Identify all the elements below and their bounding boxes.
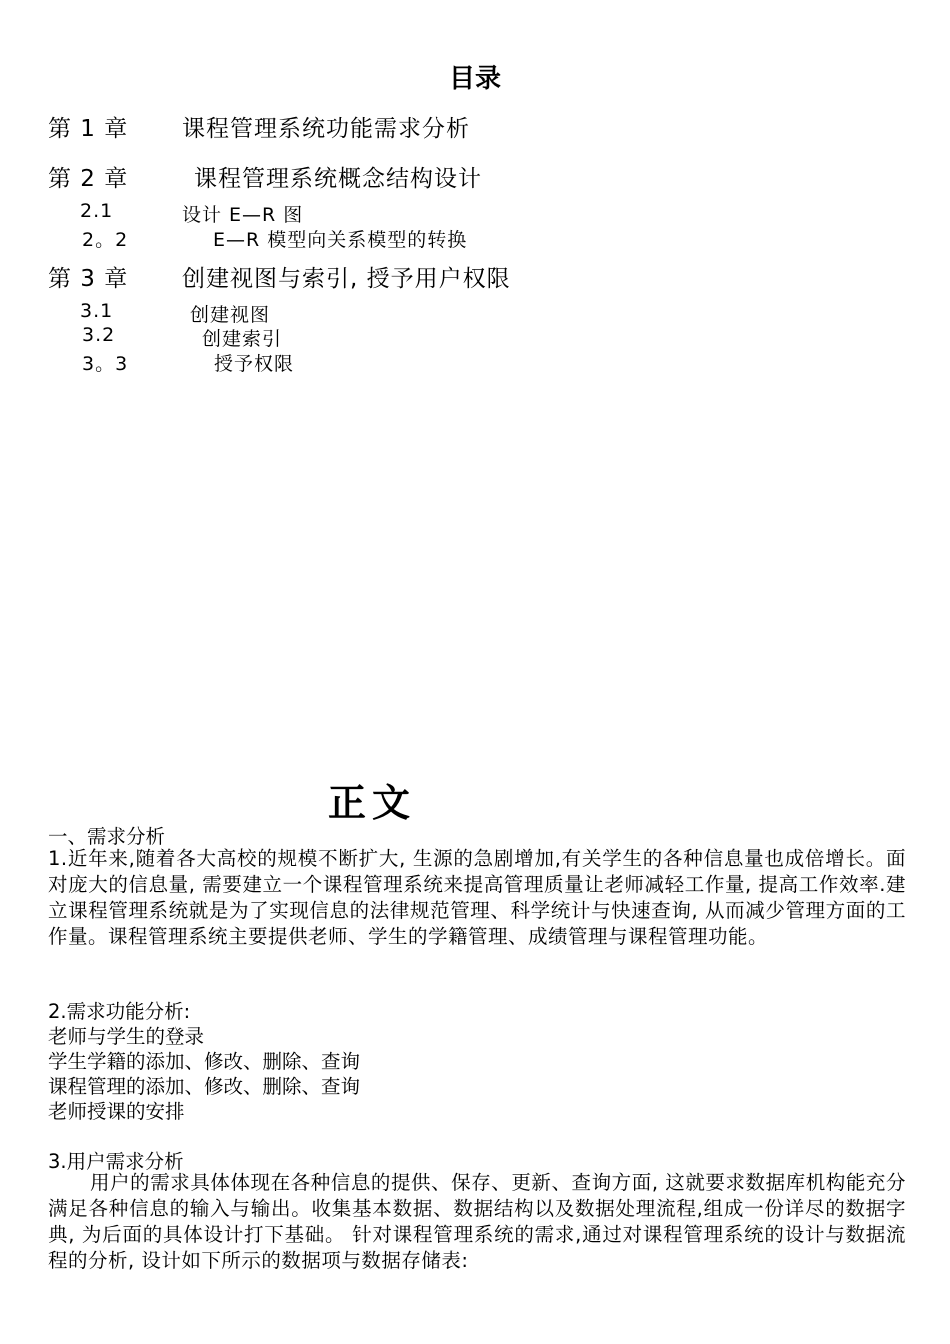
toc-chapter-3-num: 第 3 章 bbox=[48, 266, 129, 292]
toc-chapter-2-num: 第 2 章 bbox=[48, 166, 129, 192]
list-item: 课程管理的添加、修改、删除、查询 bbox=[48, 1075, 361, 1098]
list-item: 老师与学生的登录 bbox=[48, 1025, 205, 1048]
paragraph-user-requirements: 用户的需求具体体现在各种信息的提供、保存、更新、查询方面, 这就要求数据库机构能充分满足各种信息的输入与输出。收集基本数据、数据结构以及数据处理流程,组成一份详尽的数据字典, 为后面的具体设计打下基础。 针对课程管理系统的需求,通过对课程管理系统的设计与数据流程的分析, 设计如下所示的数据项与数据存储表: bbox=[48, 1171, 906, 1272]
toc-section-3-3-title: 授予权限 bbox=[214, 353, 295, 375]
toc-section-3-1-num: 3.1 bbox=[80, 300, 114, 322]
toc-chapter-1-title: 课程管理系统功能需求分析 bbox=[182, 116, 470, 142]
toc-chapter-1-num: 第 1 章 bbox=[48, 116, 129, 142]
toc-section-2-2-title: E—R 模型向关系模型的转换 bbox=[213, 229, 468, 251]
toc-chapter-3-title: 创建视图与索引, 授予用户权限 bbox=[182, 266, 511, 292]
toc-section-3-2-num: 3.2 bbox=[82, 324, 116, 346]
toc-section-2-1-title: 设计 E—R 图 bbox=[182, 204, 304, 226]
toc-title: 目录 bbox=[448, 64, 501, 94]
list-item: 学生学籍的添加、修改、删除、查询 bbox=[48, 1050, 361, 1073]
heading-user-requirements: 3.用户需求分析 bbox=[48, 1150, 184, 1173]
toc-section-2-1-num: 2.1 bbox=[80, 200, 114, 222]
list-item: 老师授课的安排 bbox=[48, 1100, 185, 1123]
toc-section-3-3-num: 3。3 bbox=[82, 353, 129, 375]
body-title: 正文 bbox=[328, 781, 417, 825]
toc-section-3-2-title: 创建索引 bbox=[202, 328, 283, 350]
heading-functional-analysis: 2.需求功能分析: bbox=[48, 1000, 191, 1023]
paragraph-intro: 1.近年来,随着各大高校的规模不断扩大, 生源的急剧增加,有关学生的各种信息量也成倍增长。面对庞大的信息量, 需要建立一个课程管理系统来提高管理质量让老师减轻工作量, 提高工作效率.建立课程管理系统就是为了实现信息的法律规范管理、科学统计与快速查询, 从而减少管理方面的工作量。课程管理系统主要提供老师、学生的学籍管理、成绩管理与课程管理功能。 bbox=[48, 847, 906, 948]
toc-section-2-2-num: 2。2 bbox=[82, 229, 129, 251]
toc-section-3-1-title: 创建视图 bbox=[190, 304, 271, 326]
toc-chapter-2-title: 课程管理系统概念结构设计 bbox=[194, 166, 482, 192]
heading-requirements: 一、需求分析 bbox=[48, 825, 166, 848]
